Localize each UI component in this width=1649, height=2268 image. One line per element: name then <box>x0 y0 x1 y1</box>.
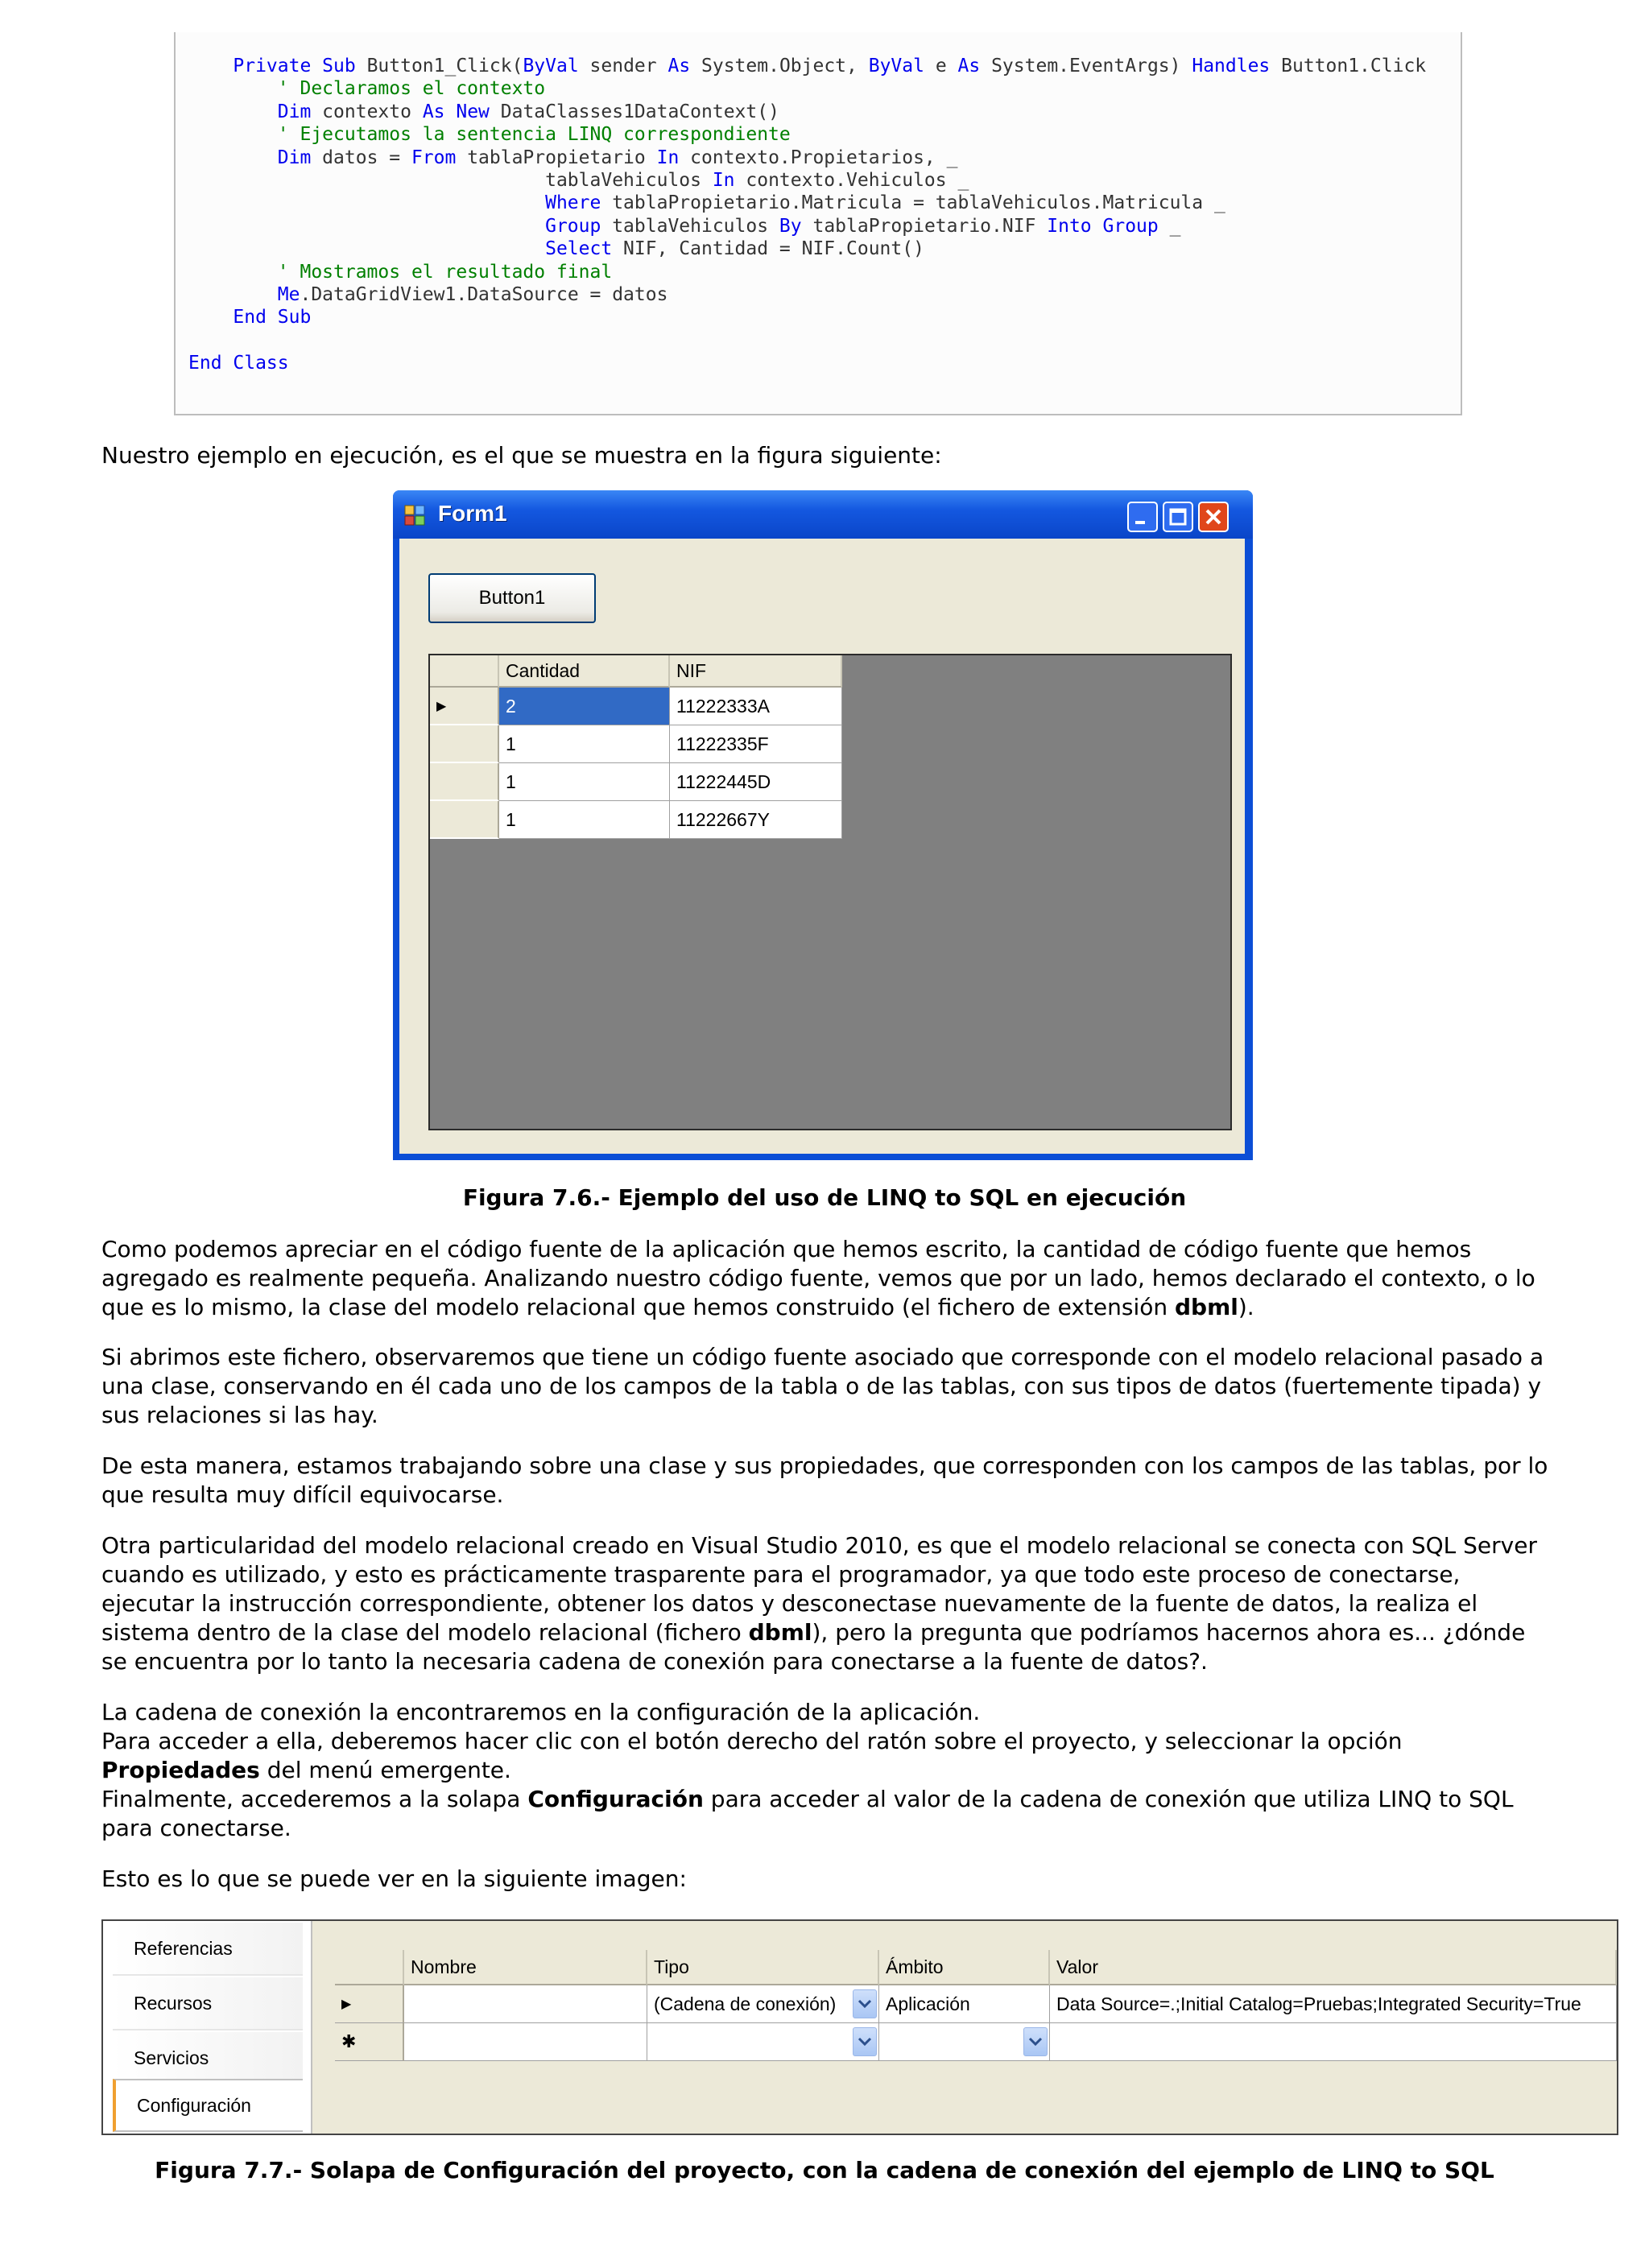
code-token: Private Sub <box>188 56 367 76</box>
code-token: From <box>411 147 457 168</box>
code-token: Where <box>188 192 601 214</box>
setting-type-select[interactable] <box>647 1985 879 2023</box>
chevron-down-icon <box>853 2028 876 2055</box>
code-token: tablaPropietario.NIF <box>801 215 1048 237</box>
code-line <box>188 101 779 123</box>
figure-caption-7-7: Figura 7.7.- Solapa de Configuración del proyecto, con la cadena de conexión del ejemplo de LINQ to SQL <box>155 2157 1494 2183</box>
column-header-cantidad[interactable]: Cantidad <box>499 655 670 688</box>
tab-servicios[interactable]: Servicios <box>113 2032 303 2085</box>
new-setting-name-cell[interactable] <box>404 2023 647 2061</box>
paragraph-6: Esto es lo que se puede ver en la siguiente imagen: <box>101 1865 687 1892</box>
column-header-valor[interactable]: Valor <box>1050 1950 1617 1985</box>
grid-cell-nif[interactable]: 11222445D <box>670 763 842 801</box>
code-line <box>188 123 791 146</box>
grid-cell-cantidad[interactable]: 2 <box>499 688 670 725</box>
new-row-icon: ✱ <box>341 2031 357 2051</box>
code-token: ' Ejecutamos la sentencia LINQ correspondiente <box>188 124 791 146</box>
current-row-icon: ▶ <box>341 1997 352 2011</box>
grid-cell-nif[interactable]: 11222335F <box>670 725 842 763</box>
code-line <box>188 169 969 192</box>
maximize-icon <box>1164 503 1192 531</box>
button1[interactable]: Button1 <box>428 573 596 623</box>
tab-configuracion[interactable]: Configuración <box>113 2079 303 2132</box>
code-line <box>188 283 667 306</box>
code-token: ByVal <box>868 56 924 76</box>
code-listing <box>174 32 1462 415</box>
form-client-area <box>399 539 1245 1154</box>
code-token: Button1_Click( <box>366 56 523 76</box>
code-token: In <box>656 147 680 168</box>
code-token: contexto.Propietarios, _ <box>679 147 958 168</box>
setting-value-cell[interactable]: Data Source=.;Initial Catalog=Pruebas;Integrated Security=True <box>1050 1985 1617 2023</box>
column-header-ambito[interactable]: Ámbito <box>879 1950 1050 1985</box>
code-token: Button1.Click <box>1270 56 1427 76</box>
code-line <box>188 77 545 100</box>
title-bar[interactable] <box>393 490 1253 539</box>
code-token: tablaPropietario <box>456 147 657 168</box>
code-token: In <box>712 170 735 191</box>
code-token: Dim <box>188 147 312 168</box>
new-setting-type-select[interactable] <box>647 2023 879 2061</box>
paragraph-1: Como podemos apreciar en el código fuente de la aplicación que hemos escrito, la cantidad de código fuente que hemos agregado es realmente pequeña. Analizando nuestro código fuente, vemos que por un lado, hemos declarado el contexto, o lo que es lo mismo, la clase del modelo relacional que hemos construido (el fichero de extensión dbml). <box>101 1236 1535 1320</box>
row-header[interactable] <box>430 688 499 725</box>
code-token: tablaVehiculos <box>188 170 713 191</box>
code-token: As <box>957 56 981 76</box>
form-icon <box>404 505 425 526</box>
code-token: As <box>667 56 691 76</box>
code-token: End Class <box>188 353 289 374</box>
intro-paragraph: Nuestro ejemplo en ejecución, es el que se muestra en la figura siguiente: <box>101 442 942 469</box>
paragraph-4: Otra particularidad del modelo relacional creado en Visual Studio 2010, es que el modelo relacional se conecta con SQL Server cuando es utilizado, y esto es prácticamente trasparente para el programador, ya que todo este proceso de conectarse, ejecutar la instrucción correspondiente, obtener los datos y desconectase nuevamente de la fuente de datos, la realiza el sistema dentro de la clase del modelo relacional (fichero dbml), pero la pregunta que podríamos hacernos ahora es... ¿dónde se encuentra por lo tanto la necesaria cadena de conexión para conectarse a la fuente de datos?. <box>101 1532 1537 1675</box>
code-token: Into Group <box>1047 215 1159 237</box>
code-token: NIF, Cantidad = NIF.Count() <box>612 238 924 260</box>
setting-name-cell[interactable]: PruebasConnectionString <box>404 1985 647 2023</box>
current-row-icon: ▶ <box>436 699 447 713</box>
code-token: System.EventArgs) <box>980 56 1192 76</box>
code-token: By <box>779 215 802 237</box>
code-token: ' Mostramos el resultado final <box>188 261 613 283</box>
grid-cell-cantidad[interactable]: 1 <box>499 763 670 801</box>
code-token: Select <box>188 238 613 260</box>
chevron-down-icon <box>853 1990 876 2018</box>
paragraph-3: De esta manera, estamos trabajando sobre una clase y sus propiedades, que corresponden con los campos de las tablas, por lo que resulta muy difícil equivocarse. <box>101 1452 1548 1508</box>
column-header-nif[interactable]: NIF <box>670 655 842 688</box>
grid-cell-cantidad[interactable]: 1 <box>499 725 670 763</box>
code-token: _ <box>1158 215 1181 237</box>
code-line <box>188 352 289 374</box>
form1-window <box>393 490 1253 1160</box>
minimize-icon <box>1129 503 1156 531</box>
code-line <box>188 147 957 169</box>
tab-referencias[interactable]: Referencias <box>113 1923 303 1976</box>
grid-cell-nif[interactable]: 11222333A <box>670 688 842 725</box>
grid-cell-cantidad[interactable]: 1 <box>499 801 670 839</box>
code-token: datos = <box>311 147 411 168</box>
code-token: ' Declaramos el contexto <box>188 78 546 100</box>
chevron-down-icon <box>1024 2028 1047 2055</box>
row-header[interactable] <box>430 725 499 763</box>
type-dropdown-button[interactable] <box>853 2027 877 2056</box>
data-grid-view[interactable] <box>428 654 1232 1130</box>
settings-grid[interactable] <box>335 1950 1617 2064</box>
maximize-button[interactable] <box>1163 502 1193 532</box>
settings-new-row-header[interactable] <box>335 2023 404 2061</box>
code-token: e <box>924 56 958 76</box>
code-line <box>188 238 924 260</box>
code-line <box>188 306 311 328</box>
code-line <box>188 192 1225 214</box>
code-token: .DataGridView1.DataSource = datos <box>300 284 668 305</box>
code-token: tablaPropietario.Matricula = tablaVehiculos.Matricula _ <box>601 192 1225 214</box>
code-token: Dim <box>188 101 312 122</box>
code-token: Group <box>188 215 601 237</box>
setting-scope-cell[interactable]: Aplicación <box>879 1985 1050 2023</box>
code-line <box>188 55 1426 77</box>
new-setting-scope-select[interactable] <box>879 2023 1050 2061</box>
code-token: Handles <box>1192 56 1271 76</box>
figure-caption-7-6: Figura 7.6.- Ejemplo del uso de LINQ to SQL en ejecución <box>462 1184 1187 1211</box>
project-properties-panel <box>101 1919 1618 2135</box>
close-icon <box>1200 503 1227 531</box>
row-header[interactable] <box>430 801 499 839</box>
grid-corner-header <box>430 655 499 688</box>
grid-cell-nif[interactable]: 11222667Y <box>670 801 842 839</box>
settings-grid-corner <box>335 1950 404 1985</box>
settings-row-header[interactable] <box>335 1985 404 2023</box>
code-line <box>188 261 612 283</box>
paragraph-2: Si abrimos este fichero, observaremos que tiene un código fuente asociado que corresponde con el modelo relacional pasado a una clase, conservando en él cada uno de los campos de la tabla o de las tablas, con sus tipos de datos (fuertemente tipada) y sus relaciones si las hay. <box>101 1344 1544 1428</box>
minimize-button[interactable] <box>1127 502 1158 532</box>
code-token: DataClasses1DataContext() <box>489 101 779 122</box>
type-dropdown-button[interactable] <box>853 1989 877 2018</box>
code-token: System.Object, <box>690 56 869 76</box>
window-title: Form1 <box>438 501 507 526</box>
setting-type-value: (Cadena de conexión) <box>654 1993 837 2014</box>
code-line <box>188 215 1180 238</box>
code-token: End Sub <box>188 307 312 328</box>
row-header[interactable] <box>430 763 499 801</box>
paragraph-5: La cadena de conexión la encontraremos en la configuración de la aplicación. Para acceder a ella, deberemos hacer clic con el botón derecho del ratón sobre el proyecto, y seleccionar la opción Propiedades del menú emergente. Finalmente, accederemos a la solapa Configuración para acceder al valor de la cadena de conexión que utiliza LINQ to SQL para conectarse. <box>101 1699 1514 1841</box>
scope-dropdown-button[interactable] <box>1023 2027 1048 2056</box>
code-token: As New <box>422 101 490 122</box>
code-token: ByVal <box>523 56 579 76</box>
code-token: contexto <box>311 101 423 122</box>
code-token: Me <box>188 284 300 305</box>
column-header-tipo[interactable]: Tipo <box>647 1950 879 1985</box>
properties-tab-list <box>103 1921 312 2134</box>
code-token: sender <box>578 56 668 76</box>
column-header-nombre[interactable]: Nombre <box>404 1950 647 1985</box>
tab-recursos[interactable]: Recursos <box>113 1977 303 2030</box>
close-button[interactable] <box>1198 502 1229 532</box>
code-token: contexto.Vehiculos _ <box>734 170 969 191</box>
new-setting-value-cell[interactable] <box>1050 2023 1617 2061</box>
code-token: tablaVehiculos <box>601 215 779 237</box>
